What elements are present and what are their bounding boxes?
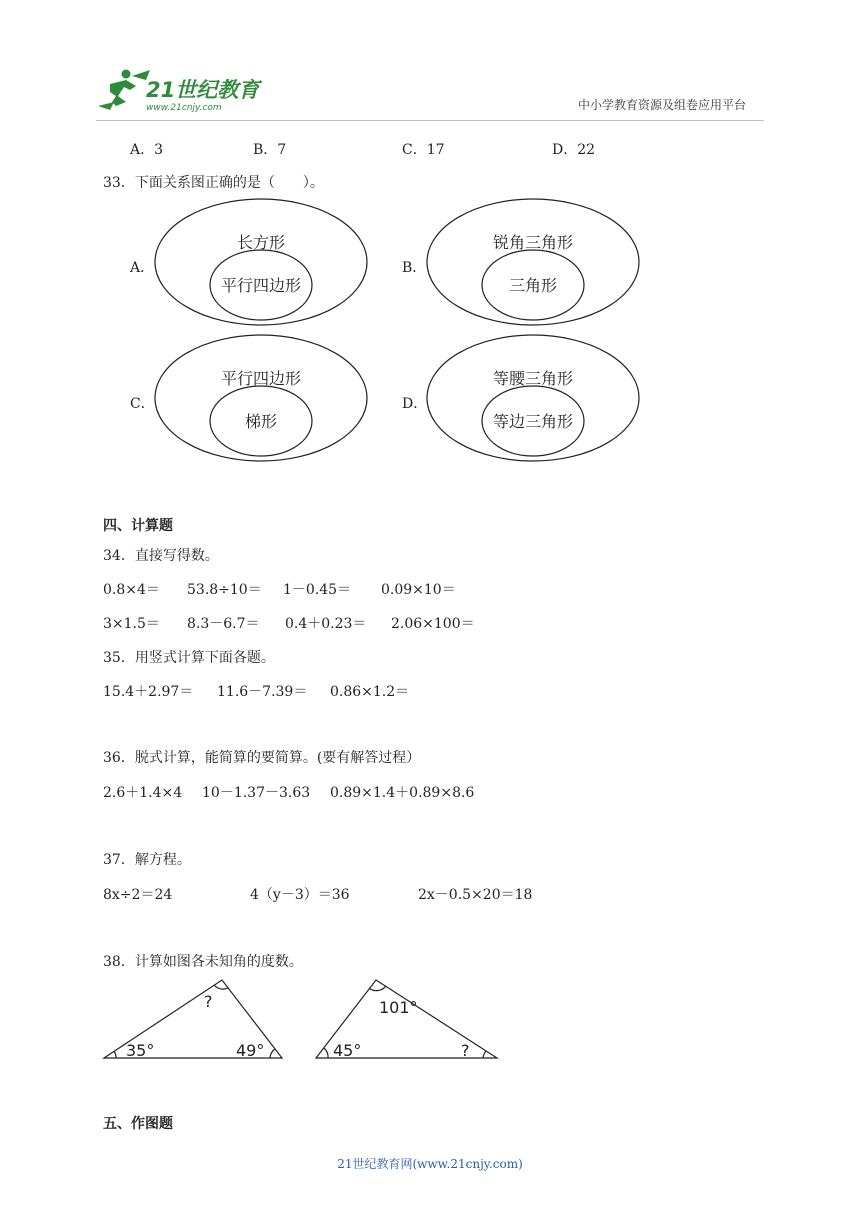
q33-option-d-letter: D． [402, 396, 428, 412]
venn-c-outer-label: 平行四边形 [220, 369, 302, 388]
q33-venn-diagrams [0, 0, 860, 480]
venn-d-outer [427, 335, 639, 461]
q32-option-a: A．3 [130, 142, 164, 158]
venn-c-inner-label: 梯形 [244, 412, 278, 431]
venn-c-outer [155, 335, 367, 461]
tri1-left-angle: 35° [126, 1041, 155, 1060]
venn-d-inner-label: 等边三角形 [492, 412, 574, 431]
q34-row1-item3: 1－0.45＝ [283, 582, 352, 598]
logo-text: 21世纪教育 [146, 78, 260, 102]
q37-item3: 2x－0.5×20＝18 [418, 887, 533, 903]
q36-item2: 10－1.37－3.63 [202, 785, 311, 801]
q34-row2-item4: 2.06×100＝ [391, 616, 475, 632]
tri2-right-angle: ? [461, 1041, 470, 1060]
q36-item1: 2.6＋1.4×4 [103, 785, 183, 801]
tri1-top-angle: ? [204, 992, 213, 1011]
q35-item1: 15.4＋2.97＝ [103, 684, 194, 700]
q37-item2: 4（y－3）＝36 [250, 887, 350, 903]
q34-row2-item1: 3×1.5＝ [103, 616, 160, 632]
tri1-right-angle: 49° [236, 1041, 265, 1060]
q38-triangles [0, 970, 860, 1070]
q35-stem: 35．用竖式计算下面各题。 [103, 650, 275, 666]
q37-stem: 37．解方程。 [103, 852, 191, 868]
q36-stem: 36．脱式计算，能简算的要简算。(要有解答过程） [103, 750, 421, 766]
q33-option-c-letter: C． [130, 396, 155, 412]
venn-a-outer-label: 长方形 [236, 233, 286, 252]
q37-item1: 8x÷2＝24 [103, 887, 173, 903]
header-right-text: 中小学教育资源及组卷应用平台 [578, 98, 747, 112]
venn-d-outer-label: 等腰三角形 [492, 369, 574, 388]
q34-row2-item2: 8.3－6.7＝ [187, 616, 260, 632]
q38-stem: 38．计算如图各未知角的度数。 [103, 954, 303, 970]
q35-item3: 0.86×1.2＝ [330, 684, 410, 700]
q34-row1-item4: 0.09×10＝ [381, 582, 456, 598]
tri2-top-angle: 101° [379, 998, 418, 1017]
q33-option-a-letter: A． [130, 260, 155, 276]
footer-text: 21世纪教育网(www.21cnjy.com) [337, 1157, 523, 1171]
tri2-left-angle: 45° [333, 1041, 362, 1060]
q32-option-c: C．17 [402, 142, 445, 158]
section-5-title: 五、作图题 [103, 1116, 173, 1132]
q33-option-b-letter: B． [402, 260, 427, 276]
venn-b-outer-label: 锐角三角形 [492, 233, 574, 252]
logo-url: www.21cnjy.com [146, 103, 222, 113]
venn-a-outer [155, 199, 367, 325]
q36-item3: 0.89×1.4＋0.89×8.6 [330, 785, 475, 801]
venn-b-inner-label: 三角形 [508, 276, 558, 295]
q32-option-b: B．7 [253, 142, 287, 158]
q34-row1-item2: 53.8÷10＝ [187, 582, 262, 598]
q34-stem: 34．直接写得数。 [103, 548, 219, 564]
venn-a-inner-label: 平行四边形 [220, 276, 302, 295]
venn-b-outer [427, 199, 639, 325]
q35-item2: 11.6－7.39＝ [217, 684, 308, 700]
section-4-title: 四、计算题 [103, 518, 173, 534]
q34-row1-item1: 0.8×4＝ [103, 582, 160, 598]
q32-option-d: D．22 [552, 142, 596, 158]
q34-row2-item3: 0.4＋0.23＝ [285, 616, 367, 632]
q33-stem: 33．下面关系图正确的是（ ）。 [103, 175, 324, 191]
